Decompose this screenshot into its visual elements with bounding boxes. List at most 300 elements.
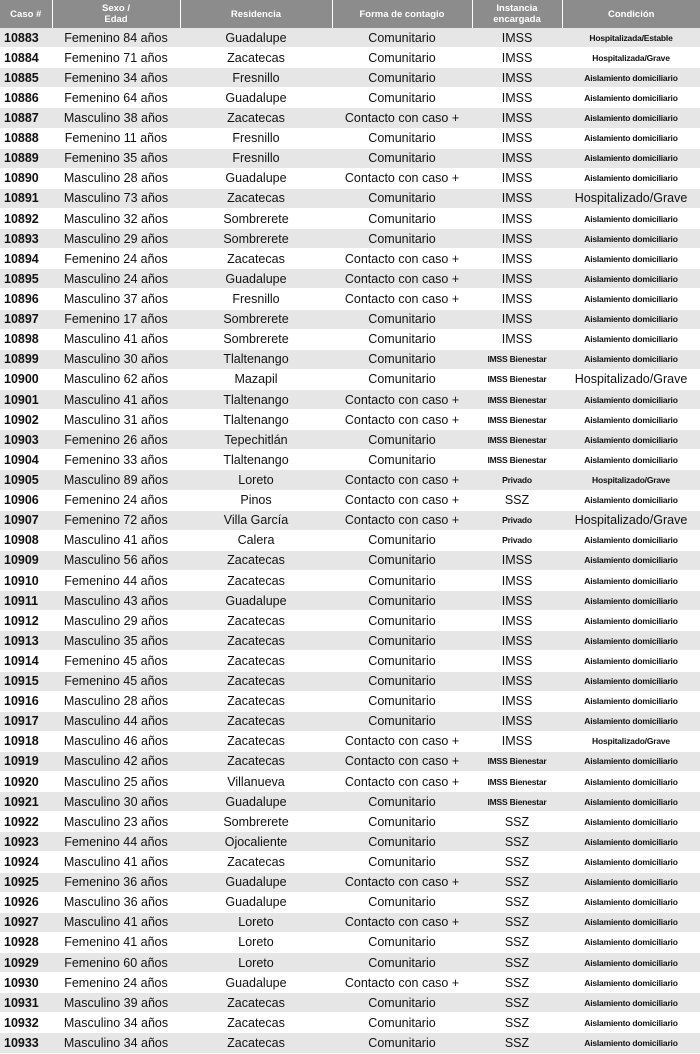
institution-cell: IMSS xyxy=(472,88,562,108)
residence-cell: Tlaltenango xyxy=(180,410,332,430)
case-number-cell: 10921 xyxy=(0,792,52,812)
institution-cell: SSZ xyxy=(472,993,562,1013)
condition-cell: Aislamiento domiciliario xyxy=(562,550,700,570)
residence-cell: Tepechitlán xyxy=(180,430,332,450)
institution-cell: IMSS xyxy=(472,269,562,289)
case-number-cell: 10928 xyxy=(0,932,52,952)
condition-cell: Aislamiento domiciliario xyxy=(562,530,700,550)
sex-age-cell: Masculino 28 años xyxy=(52,168,180,188)
case-number-cell: 10899 xyxy=(0,349,52,369)
residence-cell: Loreto xyxy=(180,912,332,932)
table-row xyxy=(0,872,700,892)
condition-cell: Aislamiento domiciliario xyxy=(562,148,700,168)
institution-cell: IMSS xyxy=(472,711,562,731)
contagion-cell: Contacto con caso + xyxy=(332,389,472,409)
table-row xyxy=(0,1013,700,1033)
case-number-cell: 10901 xyxy=(0,389,52,409)
institution-cell: IMSS xyxy=(472,309,562,329)
institution-cell: SSZ xyxy=(472,892,562,912)
institution-cell: SSZ xyxy=(472,490,562,510)
contagion-cell: Comunitario xyxy=(332,1013,472,1033)
residence-cell: Guadalupe xyxy=(180,591,332,611)
condition-cell: Aislamiento domiciliario xyxy=(562,229,700,249)
case-number-cell: 10917 xyxy=(0,711,52,731)
sex-age-cell: Masculino 32 años xyxy=(52,208,180,228)
residence-cell: Zacatecas xyxy=(180,1033,332,1053)
condition-cell: Aislamiento domiciliario xyxy=(562,792,700,812)
contagion-cell: Contacto con caso + xyxy=(332,731,472,751)
condition-cell: Hospitalizado/Grave xyxy=(562,510,700,530)
case-number-cell: 10910 xyxy=(0,570,52,590)
condition-cell: Aislamiento domiciliario xyxy=(562,832,700,852)
header-instancia xyxy=(472,0,562,28)
table-row xyxy=(0,953,700,973)
case-number-cell: 10908 xyxy=(0,530,52,550)
condition-cell: Aislamiento domiciliario xyxy=(562,570,700,590)
institution-cell: IMSS xyxy=(472,591,562,611)
sex-age-cell: Masculino 41 años xyxy=(52,852,180,872)
sex-age-cell: Masculino 42 años xyxy=(52,751,180,771)
sex-age-cell: Femenino 45 años xyxy=(52,671,180,691)
case-number-cell: 10930 xyxy=(0,973,52,993)
case-number-cell: 10933 xyxy=(0,1033,52,1053)
institution-cell: IMSS xyxy=(472,68,562,88)
contagion-cell: Comunitario xyxy=(332,711,472,731)
header-encargada-line: encargada xyxy=(493,14,541,25)
residence-cell: Tlaltenango xyxy=(180,389,332,409)
institution-cell: SSZ xyxy=(472,1013,562,1033)
contagion-cell: Contacto con caso + xyxy=(332,108,472,128)
residence-cell: Zacatecas xyxy=(180,651,332,671)
condition-cell: Aislamiento domiciliario xyxy=(562,168,700,188)
case-number-cell: 10889 xyxy=(0,148,52,168)
sex-age-cell: Femenino 36 años xyxy=(52,872,180,892)
institution-cell: IMSS Bienestar xyxy=(472,369,562,389)
contagion-cell: Comunitario xyxy=(332,812,472,832)
case-number-cell: 10888 xyxy=(0,128,52,148)
residence-cell: Villa García xyxy=(180,510,332,530)
sex-age-cell: Femenino 33 años xyxy=(52,450,180,470)
residence-cell: Guadalupe xyxy=(180,168,332,188)
residence-cell: Zacatecas xyxy=(180,108,332,128)
institution-cell: IMSS xyxy=(472,188,562,208)
sex-age-cell: Femenino 45 años xyxy=(52,651,180,671)
institution-cell: IMSS xyxy=(472,570,562,590)
table-row xyxy=(0,651,700,671)
case-number-cell: 10911 xyxy=(0,591,52,611)
sex-age-cell: Femenino 26 años xyxy=(52,430,180,450)
table-row xyxy=(0,892,700,912)
institution-cell: IMSS xyxy=(472,651,562,671)
residence-cell: Loreto xyxy=(180,953,332,973)
institution-cell: IMSS xyxy=(472,731,562,751)
residence-cell: Zacatecas xyxy=(180,671,332,691)
residence-cell: Zacatecas xyxy=(180,993,332,1013)
case-number-cell: 10902 xyxy=(0,410,52,430)
institution-cell: IMSS xyxy=(472,631,562,651)
case-number-cell: 10916 xyxy=(0,691,52,711)
table-row xyxy=(0,973,700,993)
header-condicion: Condición xyxy=(562,0,700,28)
table-row xyxy=(0,1033,700,1053)
condition-cell: Aislamiento domiciliario xyxy=(562,88,700,108)
contagion-cell: Comunitario xyxy=(332,1033,472,1053)
table-row xyxy=(0,751,700,771)
contagion-cell: Comunitario xyxy=(332,148,472,168)
condition-cell: Aislamiento domiciliario xyxy=(562,450,700,470)
sex-age-cell: Masculino 34 años xyxy=(52,1013,180,1033)
table-header-row xyxy=(0,0,700,28)
table-row xyxy=(0,28,700,48)
institution-cell: SSZ xyxy=(472,953,562,973)
institution-cell: IMSS xyxy=(472,289,562,309)
condition-cell: Aislamiento domiciliario xyxy=(562,389,700,409)
contagion-cell: Comunitario xyxy=(332,430,472,450)
residence-cell: Fresnillo xyxy=(180,148,332,168)
contagion-cell: Comunitario xyxy=(332,852,472,872)
contagion-cell: Contacto con caso + xyxy=(332,249,472,269)
condition-cell: Aislamiento domiciliario xyxy=(562,309,700,329)
sex-age-cell: Masculino 25 años xyxy=(52,772,180,792)
contagion-cell: Contacto con caso + xyxy=(332,168,472,188)
sex-age-cell: Masculino 23 años xyxy=(52,812,180,832)
case-number-cell: 10925 xyxy=(0,872,52,892)
table-row xyxy=(0,570,700,590)
case-number-cell: 10900 xyxy=(0,369,52,389)
condition-cell: Aislamiento domiciliario xyxy=(562,751,700,771)
table-row xyxy=(0,470,700,490)
residence-cell: Fresnillo xyxy=(180,68,332,88)
sex-age-cell: Femenino 41 años xyxy=(52,932,180,952)
institution-cell: IMSS Bienestar xyxy=(472,772,562,792)
residence-cell: Guadalupe xyxy=(180,792,332,812)
condition-cell: Aislamiento domiciliario xyxy=(562,410,700,430)
residence-cell: Guadalupe xyxy=(180,892,332,912)
case-number-cell: 10903 xyxy=(0,430,52,450)
table-row xyxy=(0,349,700,369)
residence-cell: Guadalupe xyxy=(180,973,332,993)
table-row xyxy=(0,530,700,550)
table-row xyxy=(0,812,700,832)
table-row xyxy=(0,691,700,711)
condition-cell: Aislamiento domiciliario xyxy=(562,611,700,631)
institution-cell: IMSS xyxy=(472,229,562,249)
institution-cell: IMSS Bienestar xyxy=(472,389,562,409)
institution-cell: Privado xyxy=(472,470,562,490)
contagion-cell: Contacto con caso + xyxy=(332,470,472,490)
table-row xyxy=(0,369,700,389)
institution-cell: IMSS xyxy=(472,208,562,228)
table-row xyxy=(0,711,700,731)
institution-cell: IMSS xyxy=(472,249,562,269)
residence-cell: Fresnillo xyxy=(180,128,332,148)
case-number-cell: 10931 xyxy=(0,993,52,1013)
sex-age-cell: Masculino 34 años xyxy=(52,1033,180,1053)
sex-age-cell: Femenino 44 años xyxy=(52,570,180,590)
condition-cell: Aislamiento domiciliario xyxy=(562,671,700,691)
residence-cell: Sombrerete xyxy=(180,208,332,228)
table-row xyxy=(0,148,700,168)
condition-cell: Aislamiento domiciliario xyxy=(562,490,700,510)
case-number-cell: 10914 xyxy=(0,651,52,671)
case-number-cell: 10897 xyxy=(0,309,52,329)
residence-cell: Zacatecas xyxy=(180,1013,332,1033)
contagion-cell: Comunitario xyxy=(332,591,472,611)
sex-age-cell: Masculino 41 años xyxy=(52,912,180,932)
condition-cell: Aislamiento domiciliario xyxy=(562,289,700,309)
table-row xyxy=(0,309,700,329)
table-row xyxy=(0,731,700,751)
condition-cell: Aislamiento domiciliario xyxy=(562,932,700,952)
case-number-cell: 10922 xyxy=(0,812,52,832)
table-row xyxy=(0,832,700,852)
institution-cell: IMSS xyxy=(472,671,562,691)
residence-cell: Guadalupe xyxy=(180,88,332,108)
condition-cell: Hospitalizada/Estable xyxy=(562,28,700,48)
residence-cell: Zacatecas xyxy=(180,711,332,731)
institution-cell: IMSS xyxy=(472,611,562,631)
sex-age-cell: Masculino 62 años xyxy=(52,369,180,389)
residence-cell: Fresnillo xyxy=(180,289,332,309)
condition-cell: Aislamiento domiciliario xyxy=(562,711,700,731)
contagion-cell: Comunitario xyxy=(332,208,472,228)
institution-cell: IMSS xyxy=(472,108,562,128)
header-edad-line: Edad xyxy=(104,14,128,25)
sex-age-cell: Femenino 24 años xyxy=(52,249,180,269)
contagion-cell: Comunitario xyxy=(332,570,472,590)
residence-cell: Zacatecas xyxy=(180,550,332,570)
contagion-cell: Comunitario xyxy=(332,229,472,249)
condition-cell: Aislamiento domiciliario xyxy=(562,772,700,792)
institution-cell: IMSS Bienestar xyxy=(472,450,562,470)
case-number-cell: 10919 xyxy=(0,751,52,771)
residence-cell: Sombrerete xyxy=(180,812,332,832)
residence-cell: Mazapil xyxy=(180,369,332,389)
table-row xyxy=(0,792,700,812)
table-row xyxy=(0,108,700,128)
case-number-cell: 10924 xyxy=(0,852,52,872)
table-row xyxy=(0,188,700,208)
condition-cell: Aislamiento domiciliario xyxy=(562,208,700,228)
table-row xyxy=(0,852,700,872)
case-number-cell: 10912 xyxy=(0,611,52,631)
contagion-cell: Contacto con caso + xyxy=(332,410,472,430)
sex-age-cell: Masculino 29 años xyxy=(52,229,180,249)
residence-cell: Calera xyxy=(180,530,332,550)
contagion-cell: Comunitario xyxy=(332,329,472,349)
case-number-cell: 10893 xyxy=(0,229,52,249)
sex-age-cell: Masculino 29 años xyxy=(52,611,180,631)
residence-cell: Zacatecas xyxy=(180,570,332,590)
residence-cell: Zacatecas xyxy=(180,631,332,651)
contagion-cell: Comunitario xyxy=(332,349,472,369)
condition-cell: Aislamiento domiciliario xyxy=(562,973,700,993)
sex-age-cell: Masculino 37 años xyxy=(52,289,180,309)
contagion-cell: Comunitario xyxy=(332,892,472,912)
contagion-cell: Comunitario xyxy=(332,450,472,470)
sex-age-cell: Masculino 89 años xyxy=(52,470,180,490)
condition-cell: Aislamiento domiciliario xyxy=(562,631,700,651)
condition-cell: Aislamiento domiciliario xyxy=(562,691,700,711)
contagion-cell: Comunitario xyxy=(332,953,472,973)
sex-age-cell: Femenino 17 años xyxy=(52,309,180,329)
case-number-cell: 10894 xyxy=(0,249,52,269)
contagion-cell: Comunitario xyxy=(332,188,472,208)
table-row xyxy=(0,329,700,349)
table-row xyxy=(0,993,700,1013)
condition-cell: Aislamiento domiciliario xyxy=(562,108,700,128)
contagion-cell: Contacto con caso + xyxy=(332,289,472,309)
case-number-cell: 10886 xyxy=(0,88,52,108)
table-row xyxy=(0,671,700,691)
case-number-cell: 10905 xyxy=(0,470,52,490)
table-row xyxy=(0,289,700,309)
contagion-cell: Comunitario xyxy=(332,792,472,812)
contagion-cell: Comunitario xyxy=(332,88,472,108)
table-row xyxy=(0,389,700,409)
residence-cell: Guadalupe xyxy=(180,28,332,48)
sex-age-cell: Femenino 60 años xyxy=(52,953,180,973)
table-row xyxy=(0,490,700,510)
case-number-cell: 10909 xyxy=(0,550,52,570)
header-instancia-line: Instancia xyxy=(496,3,538,14)
residence-cell: Zacatecas xyxy=(180,751,332,771)
institution-cell: SSZ xyxy=(472,973,562,993)
header-residencia: Residencia xyxy=(180,0,332,28)
residence-cell: Tlaltenango xyxy=(180,450,332,470)
table-row xyxy=(0,208,700,228)
case-number-cell: 10896 xyxy=(0,289,52,309)
case-number-cell: 10884 xyxy=(0,48,52,68)
table-row xyxy=(0,450,700,470)
table-row xyxy=(0,631,700,651)
case-number-cell: 10887 xyxy=(0,108,52,128)
institution-cell: IMSS Bienestar xyxy=(472,430,562,450)
sex-age-cell: Masculino 43 años xyxy=(52,591,180,611)
institution-cell: IMSS xyxy=(472,128,562,148)
institution-cell: IMSS xyxy=(472,691,562,711)
contagion-cell: Contacto con caso + xyxy=(332,872,472,892)
table-body xyxy=(0,28,700,1053)
sex-age-cell: Masculino 31 años xyxy=(52,410,180,430)
table-row xyxy=(0,611,700,631)
residence-cell: Zacatecas xyxy=(180,188,332,208)
case-number-cell: 10927 xyxy=(0,912,52,932)
condition-cell: Aislamiento domiciliario xyxy=(562,892,700,912)
sex-age-cell: Masculino 24 años xyxy=(52,269,180,289)
contagion-cell: Contacto con caso + xyxy=(332,751,472,771)
case-number-cell: 10895 xyxy=(0,269,52,289)
condition-cell: Aislamiento domiciliario xyxy=(562,953,700,973)
sex-age-cell: Femenino 24 años xyxy=(52,973,180,993)
case-number-cell: 10929 xyxy=(0,953,52,973)
institution-cell: SSZ xyxy=(472,852,562,872)
table-row xyxy=(0,430,700,450)
header-forma-contagio: Forma de contagio xyxy=(332,0,472,28)
case-number-cell: 10907 xyxy=(0,510,52,530)
table-row xyxy=(0,510,700,530)
sex-age-cell: Femenino 44 años xyxy=(52,832,180,852)
header-sexo-line: Sexo / xyxy=(102,3,130,14)
residence-cell: Zacatecas xyxy=(180,48,332,68)
case-number-cell: 10890 xyxy=(0,168,52,188)
contagion-cell: Comunitario xyxy=(332,631,472,651)
contagion-cell: Comunitario xyxy=(332,369,472,389)
institution-cell: IMSS Bienestar xyxy=(472,349,562,369)
case-number-cell: 10898 xyxy=(0,329,52,349)
condition-cell: Aislamiento domiciliario xyxy=(562,912,700,932)
sex-age-cell: Femenino 24 años xyxy=(52,490,180,510)
contagion-cell: Comunitario xyxy=(332,691,472,711)
contagion-cell: Comunitario xyxy=(332,530,472,550)
sex-age-cell: Femenino 72 años xyxy=(52,510,180,530)
contagion-cell: Comunitario xyxy=(332,832,472,852)
header-sexo-edad xyxy=(52,0,180,28)
case-number-cell: 10918 xyxy=(0,731,52,751)
table-row xyxy=(0,249,700,269)
case-number-cell: 10885 xyxy=(0,68,52,88)
sex-age-cell: Masculino 38 años xyxy=(52,108,180,128)
residence-cell: Sombrerete xyxy=(180,229,332,249)
table-row xyxy=(0,932,700,952)
contagion-cell: Comunitario xyxy=(332,993,472,1013)
case-number-cell: 10920 xyxy=(0,772,52,792)
contagion-cell: Comunitario xyxy=(332,651,472,671)
condition-cell: Aislamiento domiciliario xyxy=(562,872,700,892)
condition-cell: Aislamiento domiciliario xyxy=(562,269,700,289)
institution-cell: IMSS xyxy=(472,329,562,349)
condition-cell: Hospitalizado/Grave xyxy=(562,188,700,208)
case-number-cell: 10913 xyxy=(0,631,52,651)
condition-cell: Hospitalizado/Grave xyxy=(562,731,700,751)
institution-cell: IMSS xyxy=(472,550,562,570)
condition-cell: Aislamiento domiciliario xyxy=(562,329,700,349)
contagion-cell: Comunitario xyxy=(332,932,472,952)
sex-age-cell: Femenino 35 años xyxy=(52,148,180,168)
institution-cell: Privado xyxy=(472,530,562,550)
institution-cell: SSZ xyxy=(472,1033,562,1053)
institution-cell: IMSS Bienestar xyxy=(472,751,562,771)
condition-cell: Hospitalizado/Grave xyxy=(562,369,700,389)
residence-cell: Sombrerete xyxy=(180,329,332,349)
condition-cell: Aislamiento domiciliario xyxy=(562,651,700,671)
case-number-cell: 10904 xyxy=(0,450,52,470)
case-number-cell: 10891 xyxy=(0,188,52,208)
sex-age-cell: Masculino 30 años xyxy=(52,349,180,369)
condition-cell: Hospitalizado/Grave xyxy=(562,470,700,490)
sex-age-cell: Masculino 35 años xyxy=(52,631,180,651)
table-row xyxy=(0,48,700,68)
contagion-cell: Comunitario xyxy=(332,671,472,691)
residence-cell: Zacatecas xyxy=(180,611,332,631)
condition-cell: Aislamiento domiciliario xyxy=(562,249,700,269)
condition-cell: Aislamiento domiciliario xyxy=(562,852,700,872)
contagion-cell: Contacto con caso + xyxy=(332,912,472,932)
institution-cell: SSZ xyxy=(472,912,562,932)
condition-cell: Aislamiento domiciliario xyxy=(562,1033,700,1053)
institution-cell: SSZ xyxy=(472,812,562,832)
table-row xyxy=(0,912,700,932)
contagion-cell: Comunitario xyxy=(332,128,472,148)
residence-cell: Tlaltenango xyxy=(180,349,332,369)
residence-cell: Ojocaliente xyxy=(180,832,332,852)
case-number-cell: 10923 xyxy=(0,832,52,852)
residence-cell: Loreto xyxy=(180,932,332,952)
table-row xyxy=(0,229,700,249)
sex-age-cell: Masculino 28 años xyxy=(52,691,180,711)
contagion-cell: Comunitario xyxy=(332,309,472,329)
condition-cell: Hospitalizada/Grave xyxy=(562,48,700,68)
